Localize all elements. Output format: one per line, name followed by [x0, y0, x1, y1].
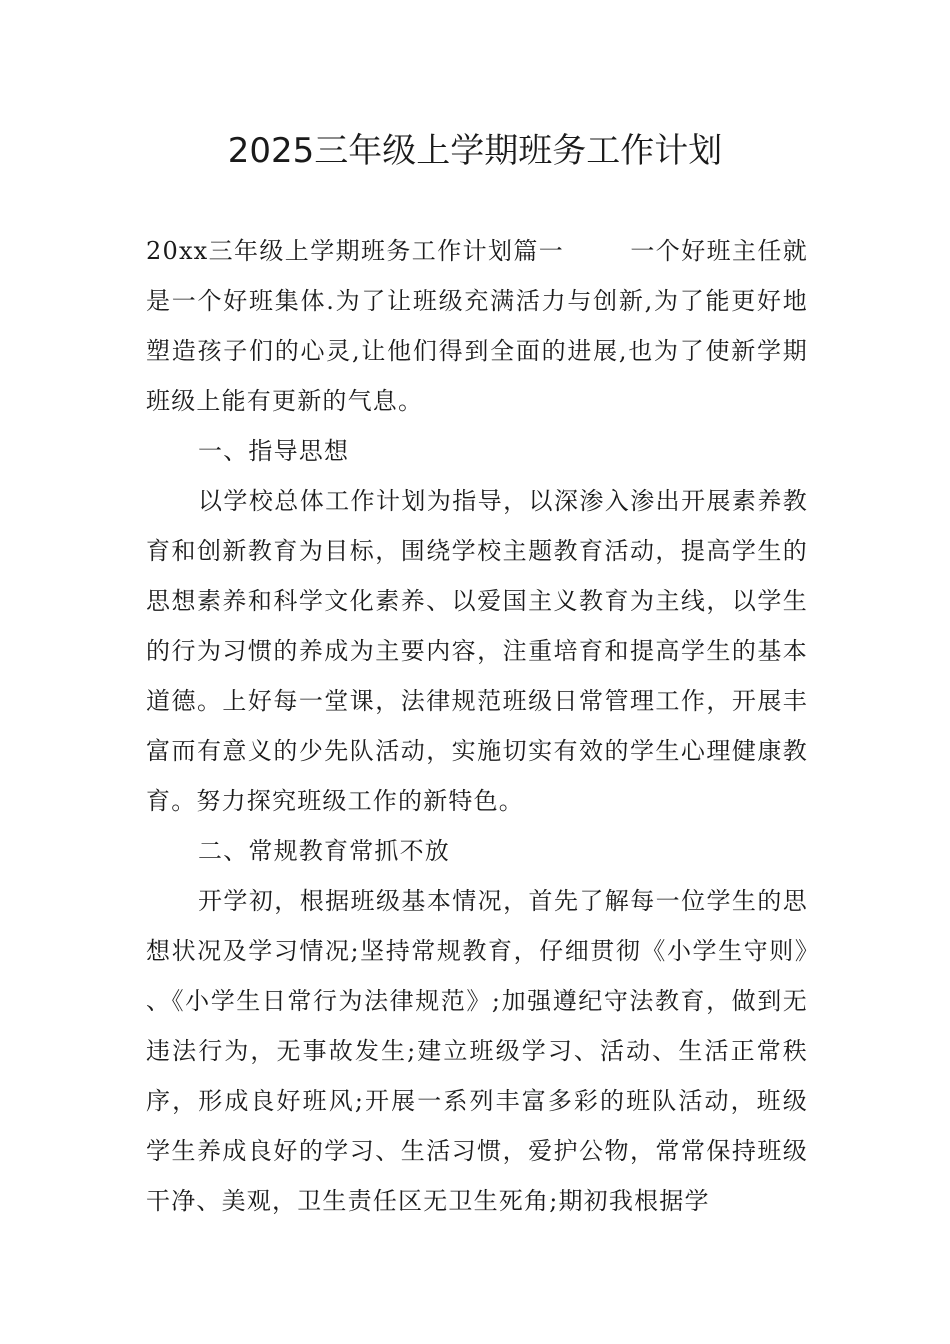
intro-heading: 20xx三年级上学期班务工作计划篇一: [146, 237, 565, 265]
section-1-heading: 一、指导思想: [198, 437, 350, 465]
section-2-paragraph: 开学初，根据班级基本情况，首先了解每一位学生的思想状况及学习情况;坚持常规教育，仔细贯彻《小学生守则》、《小学生日常行为法律规范》;加强遵纪守法教育，做到无违法行为，无事故发生;建立班级学习、活动、生活正常秩序，形成良好班风;开展一系列丰富多彩的班队活动，班级学生养成良好的学习、生活习惯，爱护公物，常常保持班级干净、美观，卫生责任区无卫生死角;期初我根据学: [146, 887, 808, 1215]
intro-text: 一个好班主任就是一个好班集体.为了让班级充满活力与创新,为了能更好地塑造孩子们的心灵,让他们得到全面的进展,也为了使新学期班级上能有更新的气息。: [146, 237, 808, 415]
intro-paragraph: [146, 226, 808, 426]
document-title: 2025三年级上学期班务工作计划: [227, 131, 723, 171]
section-1-paragraph: 以学校总体工作计划为指导，以深渗入渗出开展素养教育和创新教育为目标，围绕学校主题教育活动，提高学生的思想素养和科学文化素养、以爱国主义教育为主线，以学生的行为习惯的养成为主要内容，注重培育和提高学生的基本道德。上好每一堂课，法律规范班级日常管理工作，开展丰富而有意义的少先队活动，实施切实有效的学生心理健康教育。努力探究班级工作的新特色。: [146, 487, 808, 815]
section-2-heading: 二、常规教育常抓不放: [198, 837, 450, 865]
document-body: [146, 226, 808, 1226]
